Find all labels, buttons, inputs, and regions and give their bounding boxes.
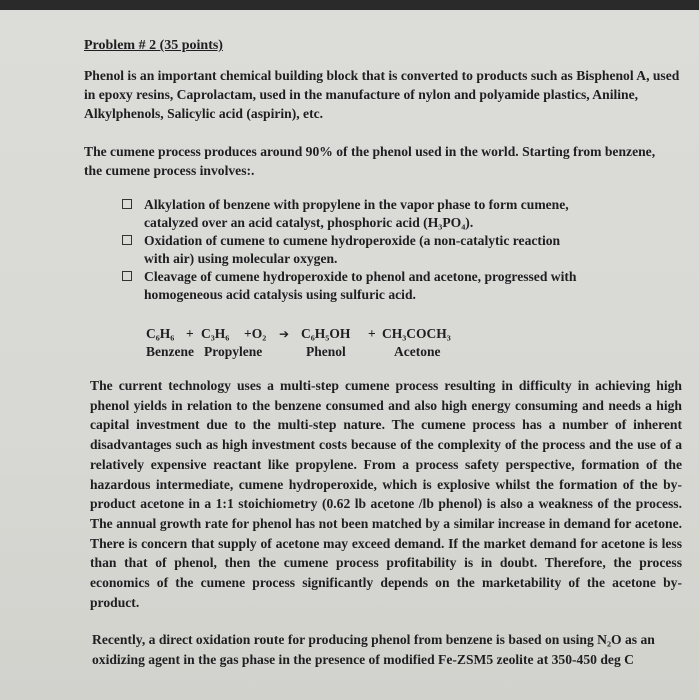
propylene-formula: C₃H₆ xyxy=(201,326,230,341)
reaction-arrow-icon: ➔ xyxy=(279,327,290,341)
benzene-formula: C₆H₆ xyxy=(146,326,175,341)
cumene-intro-paragraph: The cumene process produces around 90% of the phenol used in the world. Starting from benzene, the cumene process involves:. xyxy=(84,144,656,178)
process-steps-list xyxy=(120,196,580,304)
benzene-label: Benzene xyxy=(146,344,194,359)
step-text: Oxidation of cumene to cumene hydroperoxide (a non-catalytic reaction with air) using molecular oxygen. xyxy=(144,233,561,266)
intro-paragraph: Phenol is an important chemical building block that is converted to products such as Bisphenol A, used in epoxy resins, Caprolactam, used in the manufacture of nylon and polyamide plastics, Aniline, Alkylphenols, Salicylic acid (aspirin), etc. xyxy=(84,68,680,121)
propylene-label: Propylene xyxy=(204,344,263,359)
oxygen-term: +O₂ xyxy=(244,326,267,341)
checkbox-icon xyxy=(122,199,132,209)
list-item xyxy=(120,268,580,303)
recent-paragraph: Recently, a direct oxidation route for producing phenol from benzene is based on using N₂O as an oxidizing agent in the gas phase in the presence of modified Fe-ZSM5 zeolite at 350-450 deg C xyxy=(92,632,655,667)
phenol-formula: C₆H₅OH xyxy=(301,326,351,341)
checkbox-icon xyxy=(122,235,132,245)
list-item xyxy=(120,196,580,231)
discussion-paragraph: The current technology uses a multi-step cumene process resulting in difficulty in achieving high phenol yields in relation to the benzene consumed and also high energy consuming and needs a high capital investment due to the multi-step nature. The cumene process has a number of inherent disadvantages such as high investment costs because of the complexity of the process and the use of a relatively expensive reactant like propylene. From a process safety perspective, formation of the hazardous intermediate, cumene hydroperoxide, which is explosive whilst the formation of the by-product acetone in a 1:1 stoichiometry (0.62 lb acetone /lb phenol) is also a weakness of the process. The annual growth rate for phenol has not been matched by a similar increase in demand for acetone. There is concern that supply of acetone may exceed demand. If the market demand for acetone is less than that of phenol, then the cumene process profitability is in doubt. Therefore, the process economics of the cumene process significantly depends on the marketability of the acetone by-product. xyxy=(90,378,682,610)
list-item xyxy=(120,232,580,267)
checkbox-icon xyxy=(122,271,132,281)
top-dark-edge xyxy=(0,0,699,10)
acetone-label: Acetone xyxy=(394,344,441,359)
phenol-label: Phenol xyxy=(306,344,346,359)
step-text: Alkylation of benzene with propylene in the vapor phase to form cumene, catalyzed over an acid catalyst, phosphoric acid (H₃PO₄). xyxy=(144,197,569,230)
acetone-formula: CH₃COCH₃ xyxy=(382,326,451,341)
problem-title: Problem # 2 (35 points) xyxy=(84,38,223,53)
document-page xyxy=(0,10,699,700)
plus-sign: + xyxy=(368,326,376,341)
step-text: Cleavage of cumene hydroperoxide to phenol and acetone, progressed with homogeneous acid catalysis using sulfuric acid. xyxy=(144,269,577,302)
plus-sign: + xyxy=(186,326,194,341)
